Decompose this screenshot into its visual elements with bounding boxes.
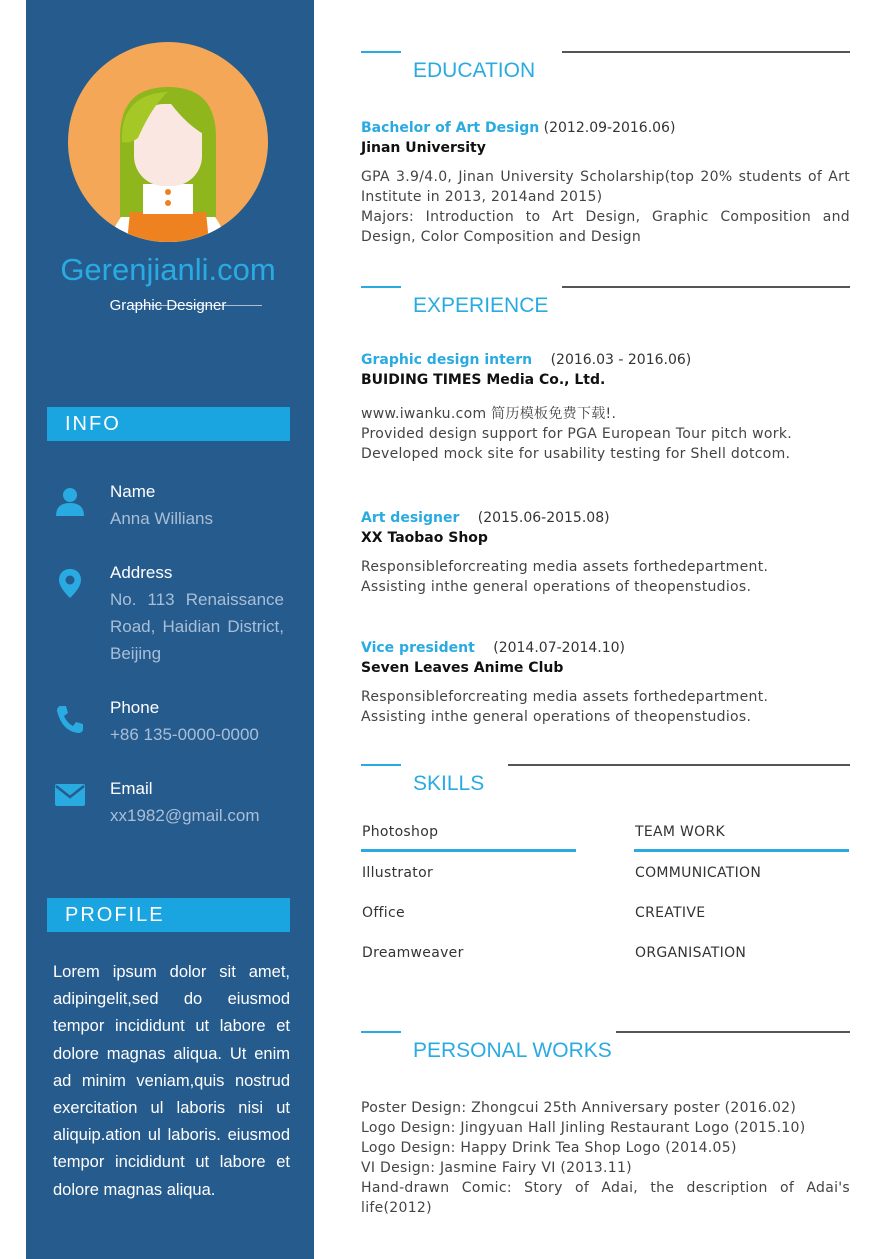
job-line: Responsibleforcreating media assets forthedepartment.: [361, 559, 769, 575]
section-accent-line: [361, 51, 401, 53]
education-header: [361, 51, 850, 91]
job-date: (2015.06-2015.08): [477, 510, 610, 526]
section-divider-line: [562, 51, 850, 53]
location-pin-icon: [54, 567, 86, 599]
person-icon: [54, 485, 86, 517]
phone-value: +86 135-0000-0000: [110, 725, 259, 744]
job-line: www.iwanku.com 简历模板免费下载!.: [361, 406, 617, 422]
email-value: xx1982@gmail.com: [110, 806, 260, 825]
job-title: Graphic design intern: [361, 352, 533, 368]
name-value: Anna Willians: [110, 509, 213, 528]
job-date: (2014.07-2014.10): [493, 640, 626, 656]
phone-label: Phone: [110, 698, 160, 717]
job-org: XX Taobao Shop: [361, 530, 488, 546]
job-title: Vice president: [361, 640, 475, 656]
job-role: Graphic Designer: [109, 297, 227, 314]
skill-item: Illustrator: [362, 865, 434, 881]
skill-item: COMMUNICATION: [635, 865, 762, 881]
experience-title: EXPERIENCE: [413, 294, 549, 317]
skill-level-bar: [634, 849, 849, 852]
info-section-header: [47, 407, 290, 441]
info-section-title: INFO: [65, 413, 121, 435]
job-line: Responsibleforcreating media assets forthedepartment.: [361, 689, 769, 705]
work-item: Logo Design: Happy Drink Tea Shop Logo (2014.05): [361, 1140, 737, 1156]
profile-text: Lorem ipsum dolor sit amet, adipingelit,sed do eiusmod tempor incididunt ut labore et dolore magnas aliqua. Ut enim ad minim veniam,quis nostrud exercitation ul laboris nisi ut aliquip.ation ul laboris. eiusmod tempor incididunt ut labore et dolore magnas aliqua.: [53, 963, 290, 1199]
address-label: Address: [110, 563, 173, 582]
education-title: EDUCATION: [413, 59, 536, 82]
main-content: [361, 0, 850, 1259]
job-org: BUIDING TIMES Media Co., Ltd.: [361, 372, 606, 388]
section-accent-line: [361, 286, 401, 288]
skill-level-bar: [361, 849, 576, 852]
address-value: No. 113 Renaissance Road, Haidian District, Beijing: [110, 590, 284, 663]
section-divider-line: [508, 764, 850, 766]
job-title: Art designer: [361, 510, 460, 526]
personal-works-title: PERSONAL WORKS: [413, 1039, 612, 1062]
work-item: VI Design: Jasmine Fairy VI (2013.11): [361, 1160, 632, 1176]
skill-item: Office: [362, 905, 405, 921]
experience-entry: [361, 508, 850, 597]
section-accent-line: [361, 764, 401, 766]
work-item: Poster Design: Zhongcui 25th Anniversary poster (2016.02): [361, 1100, 797, 1116]
section-divider-line: [616, 1031, 850, 1033]
skill-item: CREATIVE: [635, 905, 706, 921]
experience-header: [361, 286, 850, 326]
skill-item: ORGANISATION: [635, 945, 747, 961]
job-date: (2016.03 - 2016.06): [550, 352, 692, 368]
skills-title: SKILLS: [413, 772, 485, 795]
profile-section-header: [47, 898, 290, 932]
work-item: Logo Design: Jingyuan Hall Jinling Restaurant Logo (2015.10): [361, 1120, 806, 1136]
skill-item: Photoshop: [362, 824, 439, 840]
personal-works-header: [361, 1031, 850, 1071]
section-accent-line: [361, 1031, 401, 1033]
degree-title: Bachelor of Art Design: [361, 120, 540, 136]
brand-name: Gerenjianli.com: [60, 252, 276, 287]
email-label: Email: [110, 779, 153, 798]
name-label: Name: [110, 482, 156, 501]
personal-works-list: [361, 1098, 850, 1218]
skills-header: [361, 764, 850, 804]
job-line: Provided design support for PGA European Tour pitch work.: [361, 426, 793, 442]
section-divider-line: [562, 286, 850, 288]
education-entry: [361, 118, 850, 247]
education-detail: Majors: Introduction to Art Design, Graphic Composition and Design, Color Composition and Design: [361, 209, 850, 245]
education-detail: GPA 3.9/4.0, Jinan University Scholarship(top 20% students of Art Institute in 2013, 2014and 2015): [361, 169, 850, 205]
degree-date: (2012.09-2016.06): [543, 120, 676, 136]
envelope-icon: [54, 779, 86, 811]
job-org: Seven Leaves Anime Club: [361, 660, 564, 676]
job-line: Developed mock site for usability testing for Shell dotcom.: [361, 446, 791, 462]
work-item: Hand-drawn Comic: Story of Adai, the description of Adai's life(2012): [361, 1180, 850, 1216]
sidebar: [26, 0, 314, 1259]
avatar: [68, 42, 268, 242]
school-name: Jinan University: [361, 140, 486, 156]
experience-entry: [361, 638, 850, 727]
job-line: Assisting inthe general operations of theopenstudios.: [361, 709, 752, 725]
experience-entry: [361, 350, 850, 464]
skill-item: Dreamweaver: [362, 945, 464, 961]
phone-icon: [54, 703, 86, 735]
job-line: Assisting inthe general operations of theopenstudios.: [361, 579, 752, 595]
skill-item: TEAM WORK: [635, 824, 725, 840]
profile-section-title: PROFILE: [65, 904, 165, 926]
